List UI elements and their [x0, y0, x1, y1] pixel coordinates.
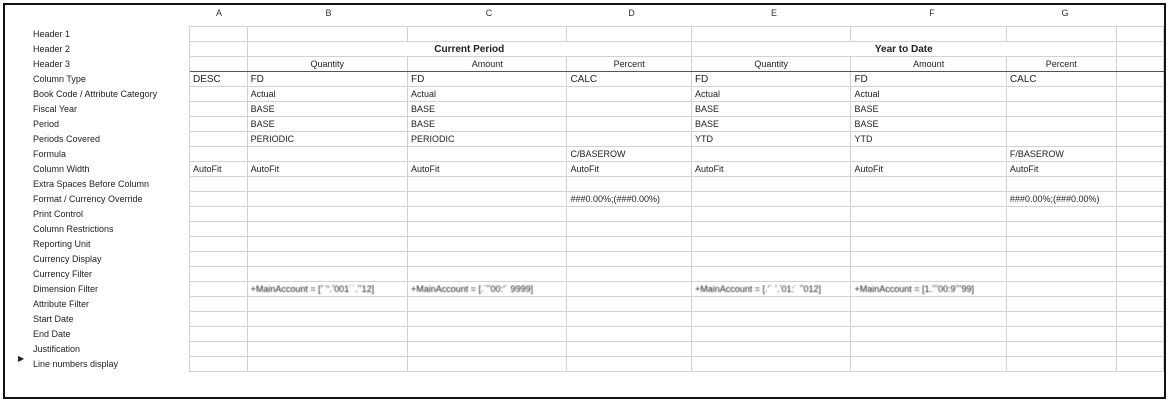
row-label: Reporting Unit [5, 237, 189, 252]
fiscal-year-cell[interactable]: BASE [691, 102, 851, 117]
row-label: Column Type [5, 72, 189, 87]
row-definition-grid [3, 3, 1166, 399]
periods-covered-cell[interactable]: YTD [851, 132, 1006, 147]
column-type-cell[interactable]: FD [247, 72, 407, 87]
column-letter-f[interactable]: F [929, 8, 935, 18]
row-label: Extra Spaces Before Column [5, 177, 189, 192]
table-row [5, 267, 1164, 282]
row-label: End Date [5, 327, 189, 342]
row-label: Print Control [5, 207, 189, 222]
header3-cell[interactable]: Percent [1006, 57, 1116, 72]
column-letter-d[interactable]: D [628, 8, 635, 18]
column-width-cell[interactable]: AutoFit [851, 162, 1006, 177]
row-label: Attribute Filter [5, 297, 189, 312]
column-width-cell[interactable]: AutoFit [408, 162, 567, 177]
header3-cell[interactable]: Quantity [691, 57, 851, 72]
table-row [5, 342, 1164, 357]
table-row [5, 312, 1164, 327]
fiscal-year-cell[interactable]: BASE [247, 102, 407, 117]
table-row [5, 282, 1164, 297]
column-width-cell[interactable]: AutoFit [247, 162, 407, 177]
column-letter-e[interactable]: E [770, 8, 777, 18]
row-label: Formula [5, 147, 189, 162]
table-row [5, 252, 1164, 267]
row-label: Currency Filter [5, 267, 189, 282]
table-row [5, 147, 1164, 162]
table-row [5, 57, 1164, 72]
book-code-cell[interactable]: Actual [851, 87, 1006, 102]
table-row [5, 162, 1164, 177]
table-row [5, 222, 1164, 237]
row-label: Column Width [5, 162, 189, 177]
dimension-filter-cell[interactable]: +MainAccount = [’˙’ʻ.ʼ001˙˙.ʼʼ12] [247, 282, 407, 297]
table-row [5, 207, 1164, 222]
fiscal-year-cell[interactable]: BASE [408, 102, 567, 117]
periods-covered-cell[interactable]: YTD [691, 132, 851, 147]
row-label: Column Restrictions [5, 222, 189, 237]
format-override-cell[interactable]: ###0.00%;(###0.00%) [1006, 192, 1116, 207]
row-label: Format / Currency Override [5, 192, 189, 207]
header3-cell[interactable]: Amount [851, 57, 1006, 72]
column-type-cell[interactable]: FD [851, 72, 1006, 87]
row-label: Header 1 [5, 27, 189, 42]
column-header-bar [5, 5, 1164, 27]
header3-cell[interactable]: Quantity [247, 57, 407, 72]
dimension-filter-cell[interactable]: +MainAccount = [.ˊʼʼ00:’˙ 9999] [408, 282, 567, 297]
year-to-date-header[interactable]: Year to Date [691, 42, 1116, 57]
fiscal-year-cell[interactable]: BASE [851, 102, 1006, 117]
current-row-marker-icon: ▶ [18, 354, 25, 363]
row-label: Header 2 [5, 42, 189, 57]
column-width-cell[interactable]: AutoFit [1006, 162, 1116, 177]
table-row [5, 177, 1164, 192]
table-row [5, 72, 1164, 87]
book-code-cell[interactable]: Actual [408, 87, 567, 102]
book-code-cell[interactable]: Actual [691, 87, 851, 102]
period-cell[interactable]: BASE [247, 117, 407, 132]
column-type-cell[interactable]: CALC [567, 72, 691, 87]
period-cell[interactable]: BASE [408, 117, 567, 132]
format-override-cell[interactable]: ###0.00%;(###0.00%) [567, 192, 691, 207]
row-label: Book Code / Attribute Category [5, 87, 189, 102]
row-label: Fiscal Year [5, 102, 189, 117]
formula-cell[interactable]: C/BASEROW [567, 147, 691, 162]
book-code-cell[interactable]: Actual [247, 87, 407, 102]
row-label: Periods Covered [5, 132, 189, 147]
column-letter-b[interactable]: B [325, 8, 332, 18]
row-label: Justification [5, 342, 189, 357]
table-row [5, 87, 1164, 102]
header3-cell[interactable]: Amount [408, 57, 567, 72]
column-width-cell[interactable]: AutoFit [567, 162, 691, 177]
column-type-cell[interactable]: DESC [189, 72, 247, 87]
row-label: Line numbers display [5, 357, 189, 372]
column-width-cell[interactable]: AutoFit [189, 162, 247, 177]
formula-cell[interactable]: F/BASEROW [1006, 147, 1116, 162]
row-label: Start Date [5, 312, 189, 327]
row-label: Header 3 [5, 57, 189, 72]
column-type-cell[interactable]: CALC [1006, 72, 1116, 87]
column-letter-c[interactable]: C [485, 8, 493, 18]
column-type-cell[interactable]: FD [691, 72, 851, 87]
row-label: Period [5, 117, 189, 132]
table-row [5, 297, 1164, 312]
period-cell[interactable]: BASE [851, 117, 1006, 132]
current-period-header[interactable]: Current Period [247, 42, 691, 57]
period-cell[interactable]: BASE [691, 117, 851, 132]
table-row [5, 117, 1164, 132]
row-label: Dimension Filter [5, 282, 189, 297]
table-row [5, 357, 1164, 372]
dimension-filter-cell[interactable]: +MainAccount = [1.ʼʼʼ00:9ʼʼʼ99] [851, 282, 1006, 297]
header3-cell[interactable]: Percent [567, 57, 691, 72]
table-row [5, 42, 1164, 57]
periods-covered-cell[interactable]: PERIODIC [247, 132, 407, 147]
table-row [5, 132, 1164, 147]
row-label: Currency Display [5, 252, 189, 267]
table-row [5, 27, 1164, 42]
column-type-cell[interactable]: FD [408, 72, 567, 87]
table-row [5, 327, 1164, 342]
table-row [5, 192, 1164, 207]
periods-covered-cell[interactable]: PERIODIC [408, 132, 567, 147]
definition-table [5, 26, 1164, 372]
dimension-filter-cell[interactable]: +MainAccount = [.’˙ ʼ.ʼ01:˙ ʼʼ012] [691, 282, 851, 297]
column-letter-a[interactable]: A [215, 8, 222, 18]
column-letter-g[interactable]: G [1061, 8, 1069, 18]
column-width-cell[interactable]: AutoFit [691, 162, 851, 177]
table-row [5, 102, 1164, 117]
table-row [5, 237, 1164, 252]
